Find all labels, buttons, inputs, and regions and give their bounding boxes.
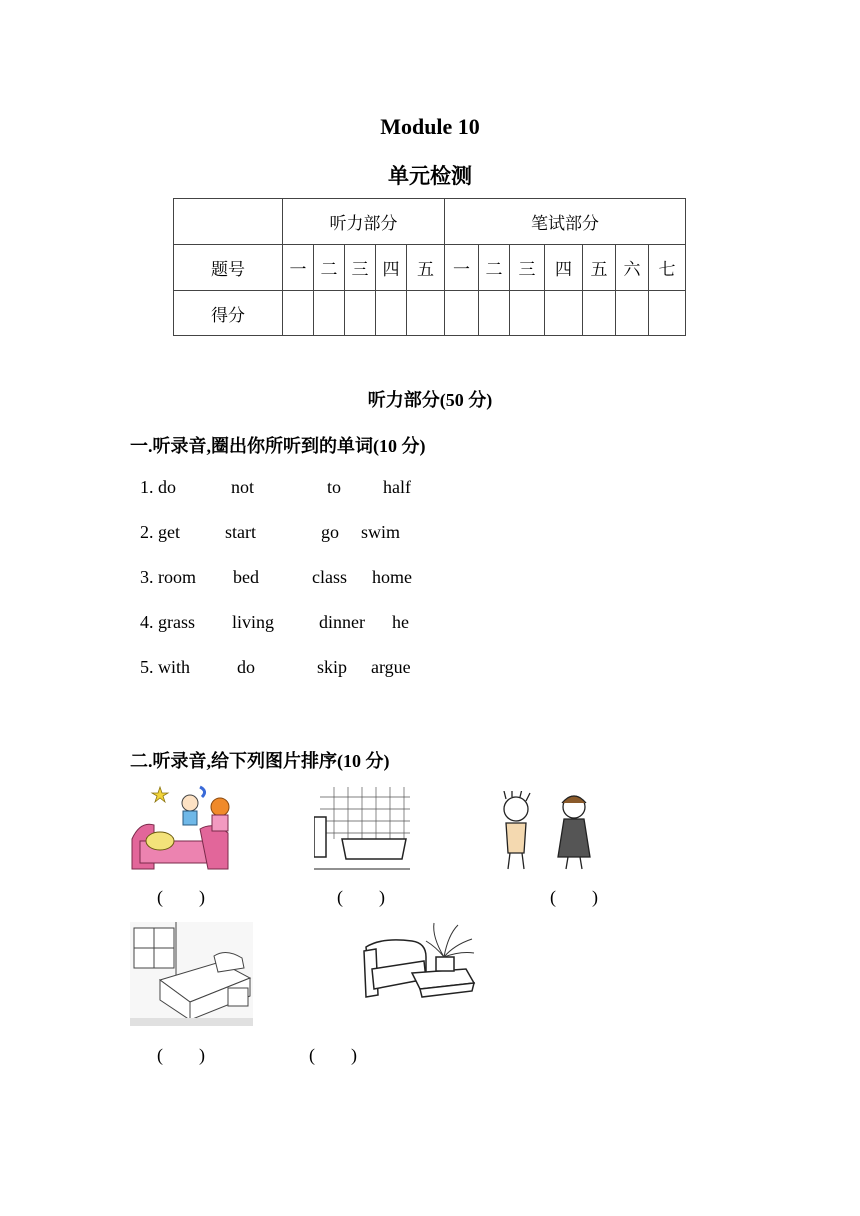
- listening-number: 三: [345, 245, 376, 291]
- word-option[interactable]: half: [383, 477, 411, 497]
- score-cell[interactable]: [616, 291, 649, 336]
- word-option[interactable]: he: [392, 612, 409, 632]
- answer-blank[interactable]: ( ): [550, 887, 598, 907]
- score-cell[interactable]: [314, 291, 345, 336]
- writing-number: 三: [510, 245, 545, 291]
- answer-blank[interactable]: ( ): [337, 887, 385, 907]
- word-option[interactable]: swim: [361, 522, 401, 542]
- table-corner-cell: [174, 199, 283, 245]
- score-table: [173, 198, 686, 336]
- writing-number: 二: [479, 245, 510, 291]
- score-cell[interactable]: [407, 291, 445, 336]
- score-cell[interactable]: [345, 291, 376, 336]
- word-number: 2. get: [140, 522, 180, 542]
- bathroom-bathtub-picture: [314, 787, 410, 871]
- score-row: [174, 291, 686, 336]
- word-row: [140, 522, 440, 546]
- kids-jumping-on-bed-picture: [130, 781, 236, 871]
- writing-number: 六: [616, 245, 649, 291]
- word-number: 3. room: [140, 567, 196, 587]
- writing-number: 四: [545, 245, 583, 291]
- question-number-row: [174, 245, 686, 291]
- writing-group-header: 笔试部分: [445, 199, 686, 245]
- word-option[interactable]: living: [232, 612, 275, 632]
- score-cell[interactable]: [479, 291, 510, 336]
- word-row: [140, 567, 440, 591]
- word-option[interactable]: do: [237, 657, 255, 677]
- row-label-number: 题号: [174, 245, 283, 291]
- bedroom-with-bed-picture: [130, 922, 253, 1026]
- word-option[interactable]: dinner: [319, 612, 365, 632]
- listening-number: 二: [314, 245, 345, 291]
- writing-number: 一: [445, 245, 479, 291]
- word-option[interactable]: skip: [317, 657, 348, 677]
- answer-blank[interactable]: ( ): [309, 1045, 357, 1065]
- word-row: [140, 477, 440, 501]
- word-number: 5. with: [140, 657, 191, 677]
- listening-number: 一: [283, 245, 314, 291]
- answer-blank[interactable]: ( ): [157, 887, 205, 907]
- word-option[interactable]: go: [321, 522, 339, 542]
- answer-blank[interactable]: ( ): [157, 1045, 205, 1065]
- two-kids-arguing-picture: [494, 791, 604, 871]
- page-title: Module 10: [380, 114, 480, 139]
- word-number: 1. do: [140, 477, 176, 497]
- word-option[interactable]: argue: [371, 657, 411, 677]
- score-cell[interactable]: [649, 291, 686, 336]
- score-cell[interactable]: [376, 291, 407, 336]
- row-label-score: 得分: [174, 291, 283, 336]
- living-room-sofa-picture: [362, 917, 478, 1009]
- listening-section-title: 听力部分(50 分): [367, 390, 493, 410]
- word-option[interactable]: start: [225, 522, 256, 542]
- word-option[interactable]: to: [327, 477, 342, 497]
- word-option[interactable]: class: [312, 567, 347, 587]
- word-option[interactable]: not: [231, 477, 255, 497]
- score-cell[interactable]: [445, 291, 479, 336]
- writing-number: 七: [649, 245, 686, 291]
- listening-group-header: 听力部分: [283, 199, 445, 245]
- word-row: [140, 657, 440, 681]
- score-cell[interactable]: [583, 291, 616, 336]
- page-subtitle: 单元检测: [388, 164, 472, 188]
- score-cell[interactable]: [283, 291, 314, 336]
- word-option[interactable]: home: [372, 567, 412, 587]
- word-option[interactable]: bed: [233, 567, 259, 587]
- listening-number: 五: [407, 245, 445, 291]
- score-cell[interactable]: [545, 291, 583, 336]
- word-number: 4. grass: [140, 612, 195, 632]
- listening-number: 四: [376, 245, 407, 291]
- question1-title: 一.听录音,圈出你所听到的单词(10 分): [130, 436, 426, 456]
- writing-number: 五: [583, 245, 616, 291]
- word-row: [140, 612, 440, 636]
- question2-title: 二.听录音,给下列图片排序(10 分): [130, 751, 390, 771]
- score-cell[interactable]: [510, 291, 545, 336]
